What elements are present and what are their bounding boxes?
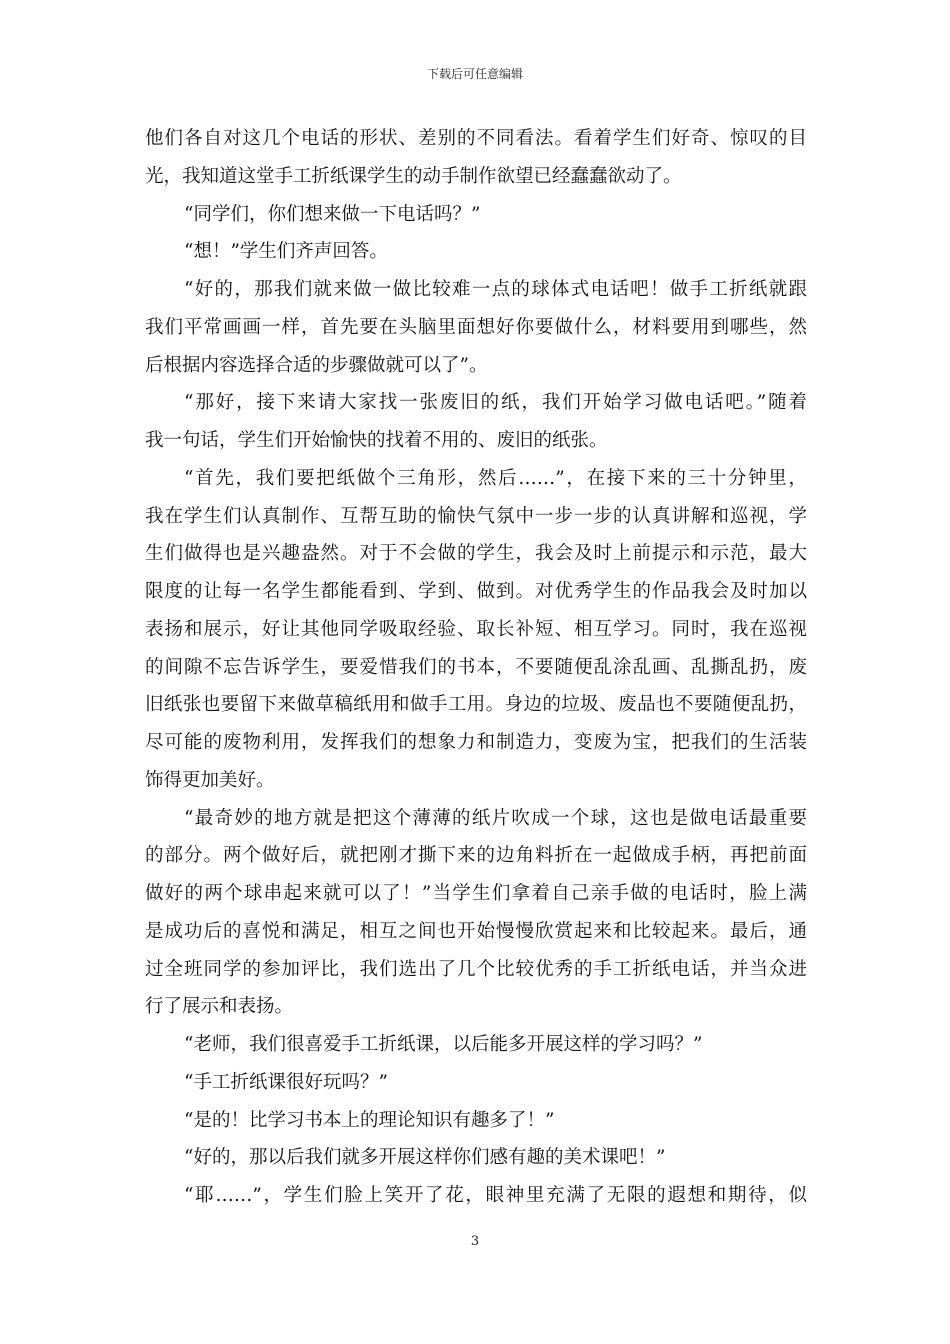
document-body bbox=[145, 120, 807, 1215]
text-line: 光，我知道这堂手工折纸课学生的动手制作欲望已经蠢蠢欲动了。 bbox=[145, 165, 682, 187]
text-line: 生们做得也是兴趣盎然。对于不会做的学生，我会及时上前提示和示范，最大 bbox=[145, 543, 807, 565]
text-line: “手工折纸课很好玩吗？” bbox=[184, 1071, 388, 1093]
text-line: 限度的让每一名学生都能看到、学到、做到。对优秀学生的作品我会及时加以 bbox=[145, 581, 807, 602]
text-line: 的部分。两个做好后，就把刚才撕下来的边角料折在一起做成手柄，再把前面 bbox=[145, 845, 807, 867]
text-line: 饰得更加美好。 bbox=[145, 769, 275, 791]
text-line: “首先，我们要把纸做个三角形，然后……”，在接下来的三十分钟里， bbox=[184, 467, 807, 489]
text-line: 做好的两个球串起来就可以了！”当学生们拿着自己亲手做的电话时，脸上满 bbox=[145, 883, 807, 904]
text-line: 他们各自对这几个电话的形状、差别的不同看法。看着学生们好奇、惊叹的目 bbox=[145, 128, 807, 149]
text-line: “同学们，你们想来做一下电话吗？” bbox=[184, 203, 481, 225]
page-header: 下载后可任意编辑 bbox=[426, 67, 523, 81]
text-line: “好的，那以后我们就多开展这样你们感有趣的美术课吧！” bbox=[184, 1147, 666, 1169]
text-line: “老师，我们很喜爱手工折纸课，以后能多开展这样的学习吗？” bbox=[184, 1034, 703, 1055]
text-line: “耶……”，学生们脸上笑开了花，眼神里充满了无限的遐想和期待，似 bbox=[184, 1185, 807, 1206]
text-line: “最奇妙的地方就是把这个薄薄的纸片吹成一个球，这也是做电话最重要 bbox=[184, 807, 807, 829]
text-line: 后根据内容选择合适的步骤做就可以了”。 bbox=[145, 354, 488, 376]
page-number: 3 bbox=[470, 1234, 480, 1249]
text-line: “好的，那我们就来做一做比较难一点的球体式电话吧！做手工折纸就跟 bbox=[184, 279, 807, 300]
text-line: 行了展示和表扬。 bbox=[145, 996, 294, 1018]
text-line: 我一句话，学生们开始愉快的找着不用的、废旧的纸张。 bbox=[145, 430, 608, 451]
text-line: 是成功后的喜悦和满足，相互之间也开始慢慢欣赏起来和比较起来。最后，通 bbox=[145, 920, 807, 942]
text-line: 尽可能的废物利用，发挥我们的想象力和制造力，变废为宝，把我们的生活装 bbox=[145, 732, 807, 753]
text-line: “那好，接下来请大家找一张废旧的纸，我们开始学习做电话吧。”随着 bbox=[184, 392, 807, 414]
text-line: 表扬和展示，好让其他同学吸取经验、取长补短、相互学习。同时，我在巡视 bbox=[145, 618, 807, 640]
text-line: “是的！比学习书本上的理论知识有趣多了！” bbox=[184, 1109, 555, 1131]
text-line: 我们平常画画一样，首先要在头脑里面想好你要做什么，材料要用到哪些，然 bbox=[145, 316, 807, 338]
text-line: 旧纸张也要留下来做草稿纸用和做手工用。身边的垃圾、废品也不要随便乱扔， bbox=[145, 694, 807, 716]
text-line: 的间隙不忘告诉学生，要爱惜我们的书本，不要随便乱涂乱画、乱撕乱扔，废 bbox=[145, 656, 807, 678]
text-line: 过全班同学的参加评比，我们选出了几个比较优秀的手工折纸电话，并当众进 bbox=[145, 958, 807, 980]
text-line: “想！”学生们齐声回答。 bbox=[184, 241, 388, 263]
text-line: 我在学生们认真制作、互帮互助的愉快气氛中一步一步的认真讲解和巡视，学 bbox=[145, 505, 807, 527]
